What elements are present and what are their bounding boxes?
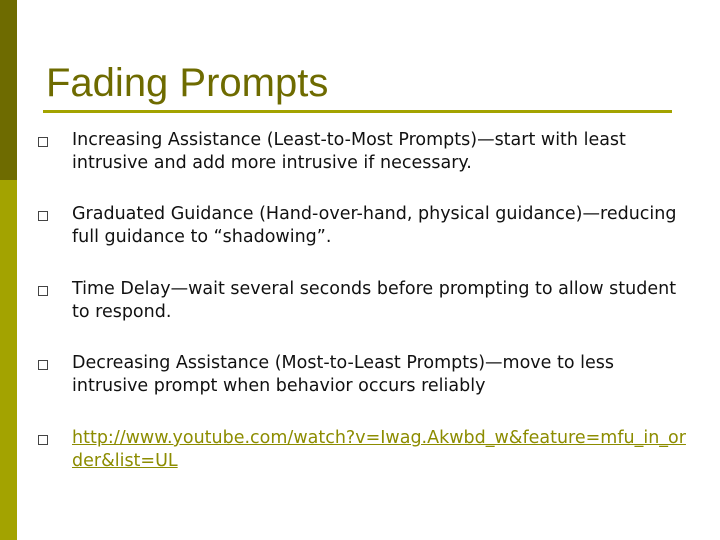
sidebar-accent-dark — [0, 0, 17, 180]
bullet-text: Graduated Guidance (Hand-over-hand, physical guidance)—reducing full guidance to “shadowing”. — [72, 204, 677, 247]
title-underline — [43, 110, 672, 113]
bullet-text: Decreasing Assistance (Most-to-Least Prompts)—move to less intrusive prompt when behavior occurs reliably — [72, 353, 614, 396]
bullet-text: Increasing Assistance (Least-to-Most Prompts)—start with least intrusive and add more intrusive if necessary. — [72, 130, 626, 173]
youtube-video-link[interactable]: http://www.youtube.com/watch?v=Iwag.Akwbd_w&feature=mfu_in_order&list=UL — [72, 428, 686, 471]
square-bullet-icon — [38, 211, 48, 221]
bullet-text: Time Delay—wait several seconds before prompting to allow student to respond. — [72, 279, 677, 322]
square-bullet-icon — [38, 360, 48, 370]
slide-title: Fading Prompts — [46, 61, 329, 105]
bullet-text-link-wrapper — [72, 427, 692, 473]
sidebar-accent-light — [0, 180, 17, 540]
square-bullet-icon — [38, 435, 48, 445]
square-bullet-icon — [38, 137, 48, 147]
square-bullet-icon — [38, 286, 48, 296]
